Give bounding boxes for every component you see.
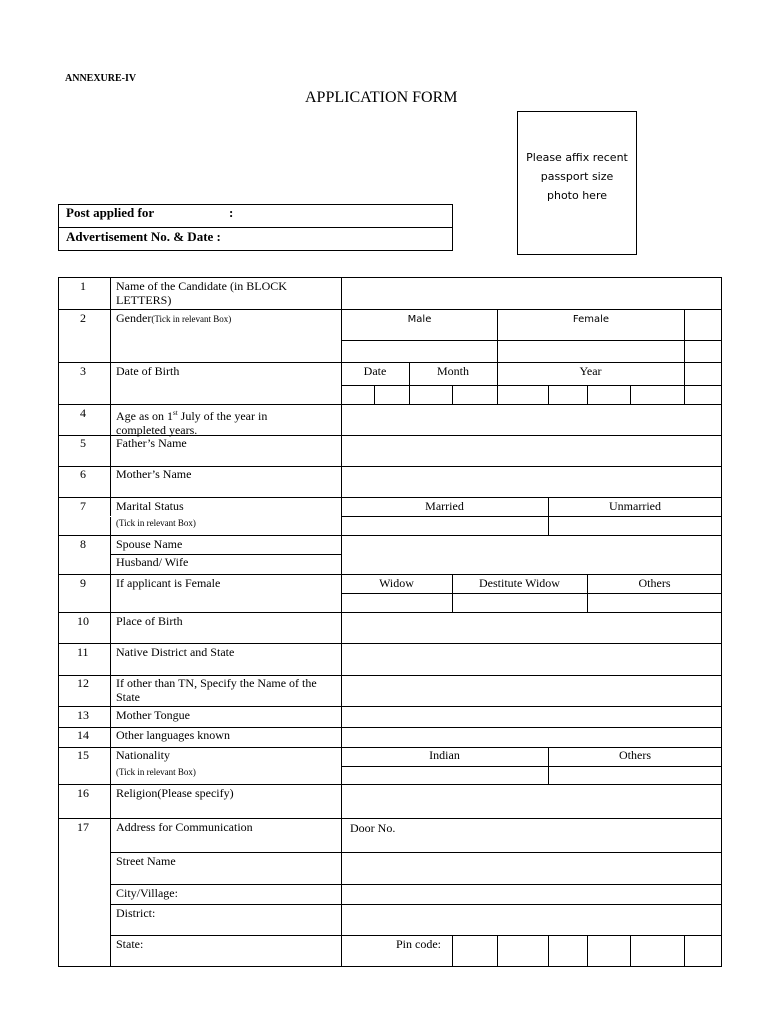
- indian-checkbox[interactable]: [343, 768, 547, 783]
- dob-month-label: Month: [436, 364, 469, 378]
- city-village-input[interactable]: [343, 886, 720, 903]
- divider: [58, 612, 722, 613]
- divider: [58, 643, 722, 644]
- row-number: 5: [80, 436, 86, 450]
- gender-label-text: Gender: [116, 311, 152, 325]
- row-number: 3: [80, 364, 86, 378]
- photo-box[interactable]: [517, 111, 637, 255]
- dob-year-label: Year: [579, 364, 602, 378]
- pin-code-input[interactable]: [453, 937, 721, 966]
- row-number: 12: [77, 676, 89, 690]
- pin-code-label: Pin code:: [396, 937, 441, 951]
- age-label-text-3: completed years.: [116, 423, 198, 437]
- marital-note: (Tick in relevant Box): [116, 518, 196, 528]
- age-label-sup: st: [173, 409, 178, 417]
- dob-date-label: Date: [363, 364, 387, 378]
- unmarried-label: Unmarried: [609, 499, 661, 513]
- widow-checkbox[interactable]: [343, 595, 451, 611]
- advertisement-label: Advertisement No. & Date :: [66, 229, 221, 244]
- row-number: 15: [77, 748, 89, 762]
- divider: [110, 904, 722, 905]
- other-languages-input[interactable]: [343, 729, 720, 746]
- row-number: 14: [77, 728, 89, 742]
- divider: [58, 227, 453, 228]
- nationality-others-label: Others: [619, 748, 651, 762]
- mother-name-label: Mother’s Name: [116, 467, 192, 481]
- page-title: APPLICATION FORM: [305, 89, 458, 106]
- other-state-input[interactable]: [343, 677, 720, 705]
- marital-status-label: Marital Status: [116, 499, 184, 513]
- divider: [58, 574, 722, 575]
- destitute-widow-label: Destitute Widow: [479, 576, 560, 590]
- religion-input[interactable]: [343, 786, 720, 817]
- gender-male-checkbox[interactable]: [686, 311, 721, 339]
- photo-box-line: passport size: [540, 170, 614, 183]
- row-number: 6: [80, 467, 86, 481]
- husband-wife-label: Husband/ Wife: [116, 555, 189, 569]
- divider: [110, 277, 111, 967]
- divider: [684, 309, 685, 362]
- native-district-input[interactable]: [343, 645, 720, 674]
- gender-label: [116, 311, 231, 327]
- street-name-label: Street Name: [116, 854, 176, 868]
- divider: [58, 784, 722, 785]
- divider: [110, 884, 722, 885]
- advertisement-field[interactable]: [240, 230, 445, 248]
- row-number: 2: [80, 311, 86, 325]
- state-input[interactable]: [343, 937, 393, 966]
- nationality-note: (Tick in relevant Box): [116, 767, 196, 777]
- divider: [58, 497, 722, 498]
- post-applied-colon: :: [229, 205, 234, 220]
- divider: [58, 818, 722, 819]
- divider: [58, 309, 722, 310]
- mother-tongue-label: Mother Tongue: [116, 708, 190, 722]
- divider: [341, 593, 722, 594]
- age-input[interactable]: [343, 406, 720, 434]
- age-label: [116, 406, 338, 437]
- city-village-label: City/Village:: [116, 886, 178, 900]
- row-number: 7: [80, 499, 86, 513]
- religion-label: Religion(Please specify): [116, 786, 234, 800]
- name-label: Name of the Candidate (in BLOCK LETTERS): [116, 279, 287, 307]
- row-number: 11: [77, 645, 89, 659]
- mother-tongue-input[interactable]: [343, 708, 720, 726]
- place-of-birth-input[interactable]: [343, 614, 720, 642]
- state-label: State:: [116, 937, 144, 951]
- divider: [341, 277, 342, 967]
- row-number: 13: [77, 708, 89, 722]
- row-number: 9: [80, 576, 86, 590]
- others-checkbox[interactable]: [589, 595, 720, 611]
- district-label: District:: [116, 906, 156, 920]
- divider: [341, 766, 722, 767]
- row-number: 4: [80, 406, 86, 420]
- spouse-name-label: Spouse Name: [116, 537, 183, 551]
- address-label: Address for Communication: [116, 820, 253, 834]
- photo-box-line: photo here: [546, 189, 607, 202]
- divider: [341, 516, 722, 517]
- street-name-input[interactable]: [343, 854, 720, 883]
- row-number: 10: [77, 614, 89, 628]
- divider: [341, 340, 722, 341]
- married-label: Married: [425, 499, 464, 513]
- post-applied-field[interactable]: [245, 206, 445, 224]
- gender-male-label: Male: [407, 314, 432, 325]
- spouse-name-input[interactable]: [343, 537, 720, 573]
- age-label-text-2: July of the year in: [177, 409, 268, 423]
- female-applicant-label: If applicant is Female: [116, 576, 221, 590]
- row-number: 8: [80, 537, 86, 551]
- other-state-label: If other than TN, Specify the Name of the State: [116, 676, 317, 704]
- dob-input[interactable]: [342, 386, 721, 403]
- others-label: Others: [638, 576, 671, 590]
- gender-note: (Tick in relevant Box): [151, 314, 232, 324]
- father-name-input[interactable]: [343, 437, 720, 465]
- destitute-widow-checkbox[interactable]: [454, 595, 586, 611]
- divider: [110, 852, 722, 853]
- dob-label: Date of Birth: [116, 364, 180, 378]
- divider: [58, 535, 722, 536]
- gender-male-tick-box[interactable]: [343, 342, 496, 361]
- gender-female-label: Female: [572, 314, 610, 325]
- district-input[interactable]: [343, 906, 720, 934]
- divider: [58, 362, 722, 363]
- widow-label: Widow: [379, 576, 414, 590]
- annexure-label: ANNEXURE-IV: [65, 73, 137, 84]
- door-no-input[interactable]: [405, 820, 720, 851]
- nationality-others-checkbox[interactable]: [550, 768, 720, 783]
- row-number: 1: [80, 279, 86, 293]
- divider: [58, 706, 722, 707]
- unmarried-checkbox[interactable]: [550, 518, 720, 534]
- native-district-label: Native District and State: [116, 645, 235, 659]
- age-label-text: Age as on 1: [116, 409, 173, 423]
- door-no-label: Door No.: [350, 821, 396, 835]
- row-number: 17: [77, 820, 89, 834]
- father-name-label: Father’s Name: [116, 436, 187, 450]
- post-applied-label: Post applied for: [66, 205, 155, 220]
- row-number: 16: [77, 786, 89, 800]
- other-languages-label: Other languages known: [116, 728, 230, 742]
- nationality-label: Nationality: [116, 748, 170, 762]
- photo-box-line: Please affix recent: [526, 151, 628, 164]
- place-of-birth-label: Place of Birth: [116, 614, 183, 628]
- divider: [58, 404, 722, 405]
- gender-female-tick-box[interactable]: [499, 342, 683, 361]
- mother-name-input[interactable]: [343, 468, 720, 496]
- name-input[interactable]: [343, 279, 720, 308]
- indian-label: Indian: [429, 748, 460, 762]
- married-checkbox[interactable]: [343, 518, 547, 534]
